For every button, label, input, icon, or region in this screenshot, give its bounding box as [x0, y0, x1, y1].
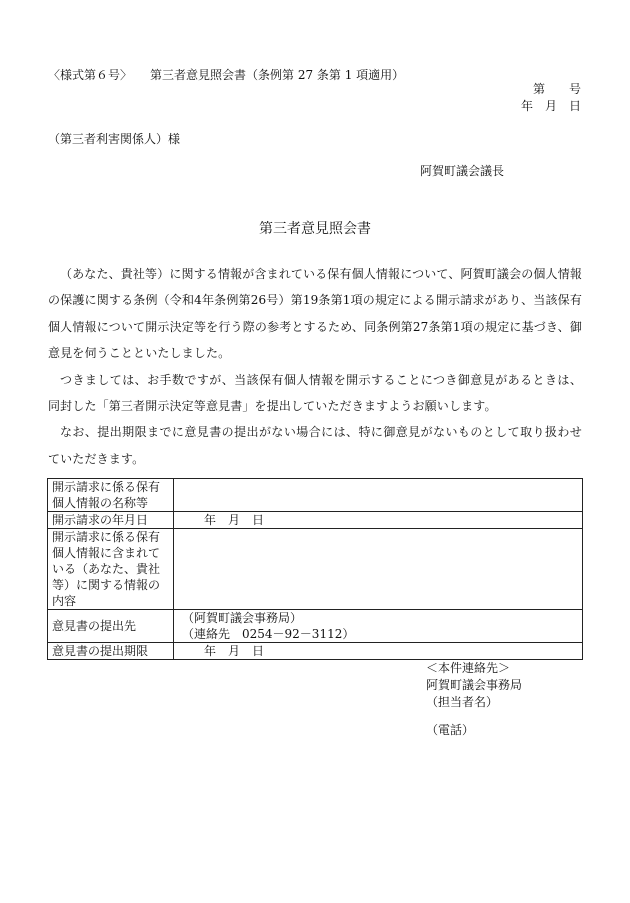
paragraph: つきましては、お手数ですが、当該保有個人情報を開示することにつき御意見があるときは、同封した「第三者開示決定等意見書」を提出していただきますようお願いします。 [48, 372, 582, 414]
table-row [48, 479, 583, 512]
row-value: 年 月 日 [174, 643, 583, 660]
form-title: 第三者意見照会書（条例第 27 条第 1 項適用） [150, 68, 405, 82]
row-label: 意見書の提出先 [48, 610, 174, 643]
row-label: 開示請求の年月日 [48, 512, 174, 529]
document-date: 年 月 日 [520, 99, 581, 113]
table-row [48, 610, 583, 643]
document-number: 第 号 [532, 82, 581, 96]
table-row [48, 512, 583, 529]
row-value: 年 月 日 [174, 512, 583, 529]
row-label: 意見書の提出期限 [48, 643, 174, 660]
contact-person: （担当者名） [426, 695, 499, 709]
form-header [48, 66, 404, 83]
table-row [48, 529, 583, 610]
paragraph: （あなた、貴社等）に関する情報が含まれている保有個人情報について、阿賀町議会の個人情報の保護に関する条例（令和4年条例第26号）第19条第1項の規定による開示請求があり、当該保有個人情報について開示決定等を行う際の参考とするため、同条例第27条第1項の規定に基づき、御意見を伺うことといたしました。 [48, 267, 582, 361]
row-label: 開示請求に係る保有個人情報の名称等 [48, 479, 174, 512]
paragraph: なお、提出期限までに意見書の提出がない場合には、特に御意見がないものとして取り扱わせていただきます。 [48, 425, 582, 466]
row-value [174, 529, 583, 610]
sender: 阿賀町議会議長 [420, 164, 505, 178]
row-label: 開示請求に係る保有個人情報に含まれている（あなた、貴社等）に関する情報の内容 [48, 529, 174, 610]
table-row [48, 643, 583, 660]
contact-office: 阿賀町議会事務局 [426, 678, 523, 692]
row-value: （阿賀町議会事務局） （連絡先 0254－92－3112） [174, 610, 583, 643]
addressee: （第三者利害関係人）様 [48, 132, 181, 146]
body-text [48, 261, 582, 472]
page-title: 第三者意見照会書 [259, 221, 371, 237]
contact-block [426, 660, 522, 739]
contact-heading: ＜本件連絡先＞ [426, 661, 511, 675]
row-value [174, 479, 583, 512]
contact-phone: （電話） [426, 723, 475, 737]
form-number: 〈様式第６号〉 [48, 68, 133, 82]
info-table [47, 478, 583, 660]
